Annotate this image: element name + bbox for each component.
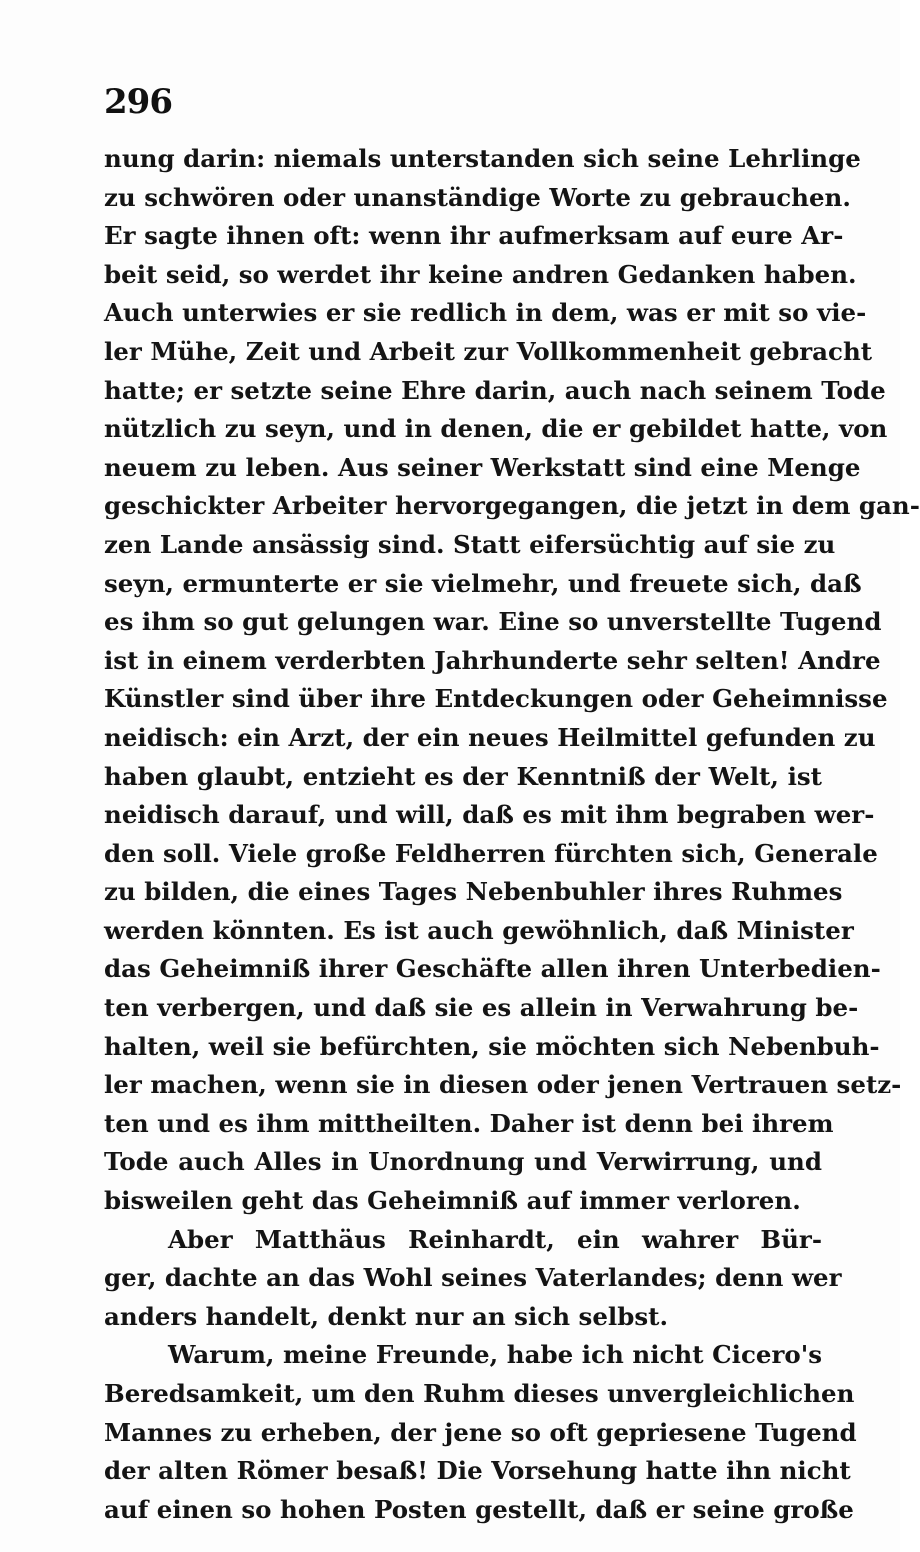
text-line: Er sagte ihnen oft: wenn ihr aufmerksam auf eure Ar- [104, 221, 844, 251]
text-line: anders handelt, denkt nur an sich selbst. [104, 1301, 668, 1331]
text-line: hatte; er setzte seine Ehre darin, auch nach seinem Tode [104, 375, 886, 405]
text-line: seyn, ermunterte er sie vielmehr, und freuete sich, daß [104, 568, 862, 598]
text-line: Auch unterwies er sie redlich in dem, was er mit so vie- [104, 298, 867, 328]
text-line: halten, weil sie befürchten, sie möchten sich Nebenbuh- [104, 1031, 880, 1061]
text-line: ten und es ihm mittheilten. Daher ist denn bei ihrem [104, 1108, 834, 1138]
text-line: neidisch: ein Arzt, der ein neues Heilmittel gefunden zu [104, 722, 876, 752]
text-line: Warum, meine Freunde, habe ich nicht Cicero's [168, 1340, 822, 1370]
text-line: Tode auch Alles in Unordnung und Verwirrung, und [104, 1147, 822, 1177]
text-line: nützlich zu seyn, und in denen, die er gebildet hatte, von [104, 414, 888, 444]
page-number: 296 [104, 82, 172, 122]
text-line: der alten Römer besaß! Die Vorsehung hatte ihn nicht [104, 1456, 851, 1486]
text-line: zu bilden, die eines Tages Nebenbuhler ihres Ruhmes [104, 877, 843, 907]
text-line: Aber Matthäus Reinhardt, ein wahrer Bür- [168, 1224, 822, 1254]
text-line: ist in einem verderbten Jahrhunderte sehr selten! Andre [104, 645, 881, 675]
text-line: neidisch darauf, und will, daß es mit ihm begraben wer- [104, 800, 875, 830]
text-line: ler machen, wenn sie in diesen oder jenen Vertrauen setz- [104, 1070, 902, 1100]
text-line: neuem zu leben. Aus seiner Werkstatt sind eine Menge [104, 452, 861, 482]
text-line: ger, dachte an das Wohl seines Vaterlandes; denn wer [104, 1263, 842, 1293]
text-line: Beredsamkeit, um den Ruhm dieses unvergleichlichen [104, 1379, 855, 1408]
text-line: beit seid, so werdet ihr keine andren Gedanken haben. [104, 259, 857, 289]
text-line: zen Lande ansässig sind. Statt eifersüchtig auf sie zu [104, 529, 836, 559]
text-line: haben glaubt, entzieht es der Kenntniß der Welt, ist [104, 761, 822, 791]
text-line: ten verbergen, und daß sie es allein in Verwahrung be- [104, 993, 859, 1023]
text-line: nung darin: niemals unterstanden sich seine Lehrlinge [104, 144, 861, 173]
text-line: auf einen so hohen Posten gestellt, daß er seine große [104, 1494, 854, 1524]
text-line: es ihm so gut gelungen war. Eine so unverstellte Tugend [104, 607, 882, 637]
text-line: das Geheimniß ihrer Geschäfte allen ihren Unterbedien- [104, 954, 881, 984]
text-line: werden könnten. Es ist auch gewöhnlich, daß Minister [104, 915, 854, 945]
text-line: zu schwören oder unanständige Worte zu gebrauchen. [104, 182, 851, 212]
text-line: Mannes zu erheben, der jene so oft gepriesene Tugend [104, 1417, 857, 1447]
text-line: bisweilen geht das Geheimniß auf immer verloren. [104, 1186, 801, 1216]
text-line: geschickter Arbeiter hervorgegangen, die jetzt in dem gan- [104, 491, 920, 521]
text-line: ler Mühe, Zeit und Arbeit zur Vollkommenheit gebracht [104, 336, 873, 366]
body-text [104, 140, 920, 1529]
text-line: Künstler sind über ihre Entdeckungen oder Geheimnisse [104, 684, 888, 714]
text-line: den soll. Viele große Feldherren fürchten sich, Generale [104, 838, 878, 868]
